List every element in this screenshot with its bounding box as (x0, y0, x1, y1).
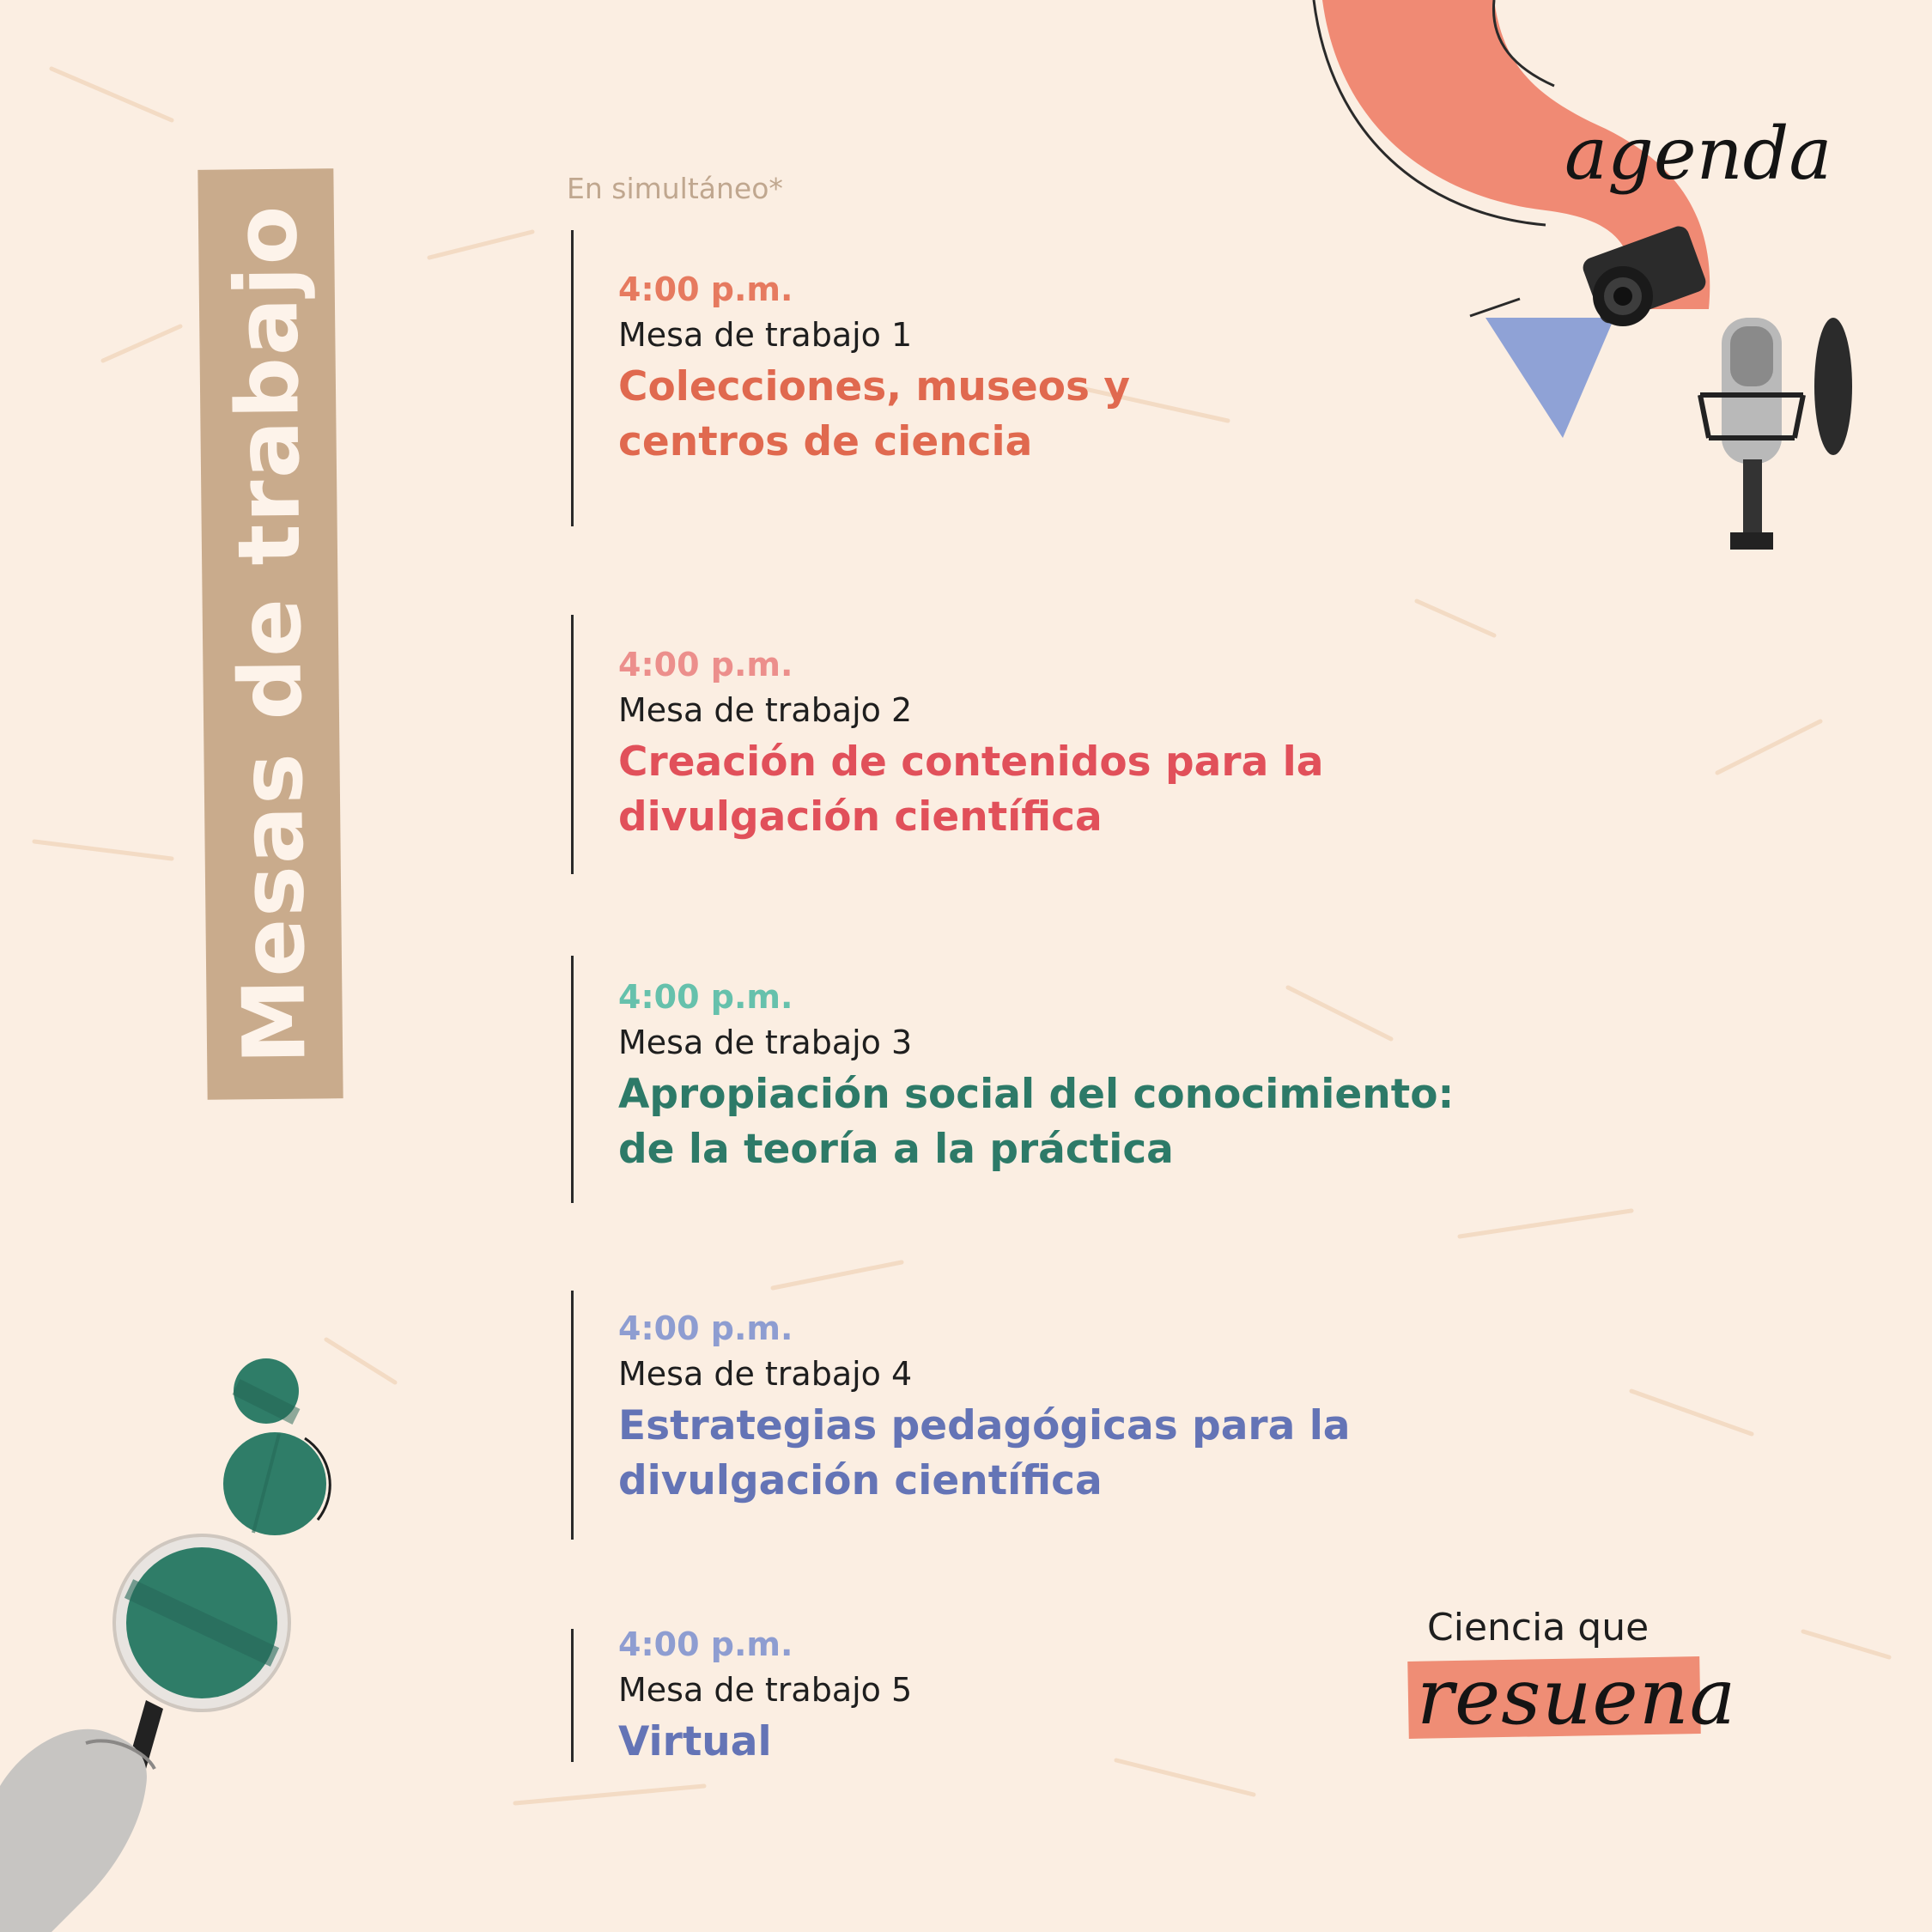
brand-logo (1408, 1606, 1737, 1752)
session-topic: de la teoría a la práctica (618, 1126, 1174, 1173)
session-time: 4:00 p.m. (618, 978, 793, 1016)
session-time: 4:00 p.m. (618, 1309, 793, 1347)
timeline-bar (571, 230, 574, 526)
session-mesa: Mesa de trabajo 3 (618, 1024, 913, 1061)
session-topic: divulgación científica (618, 793, 1103, 841)
agenda-script: agenda (1564, 112, 1832, 196)
timeline-bar (571, 1291, 574, 1540)
session-topic: Estrategias pedagógicas para la (618, 1402, 1351, 1449)
session-mesa: Mesa de trabajo 5 (618, 1671, 913, 1709)
brand-line2: resuena (1417, 1652, 1737, 1742)
subtitle: En simultáneo* (567, 172, 783, 205)
timeline-bar (571, 1629, 574, 1762)
session-topic: Apropiación social del conocimiento: (618, 1071, 1455, 1118)
session-mesa: Mesa de trabajo 2 (618, 691, 913, 729)
session-topic: Creación de contenidos para la (618, 738, 1324, 786)
session-mesa: Mesa de trabajo 4 (618, 1355, 913, 1393)
magnifying-glass-icon (0, 1528, 309, 1932)
microphone-icon (1683, 301, 1863, 558)
timeline-bar (571, 956, 574, 1203)
session-topic: Virtual (618, 1718, 772, 1765)
session-topic: centros de ciencia (618, 418, 1033, 465)
brand-line1: Ciencia que (1427, 1606, 1649, 1649)
session-time: 4:00 p.m. (618, 646, 793, 683)
session-mesa: Mesa de trabajo 1 (618, 316, 913, 354)
side-title: Mesas de trabajo (216, 204, 325, 1065)
timeline-bar (571, 615, 574, 874)
session-time: 4:00 p.m. (618, 1625, 793, 1663)
side-banner (197, 168, 343, 1100)
circle-shape (219, 1425, 339, 1546)
session-topic: Colecciones, museos y (618, 363, 1130, 410)
session-time: 4:00 p.m. (618, 270, 793, 308)
session-topic: divulgación científica (618, 1457, 1103, 1504)
